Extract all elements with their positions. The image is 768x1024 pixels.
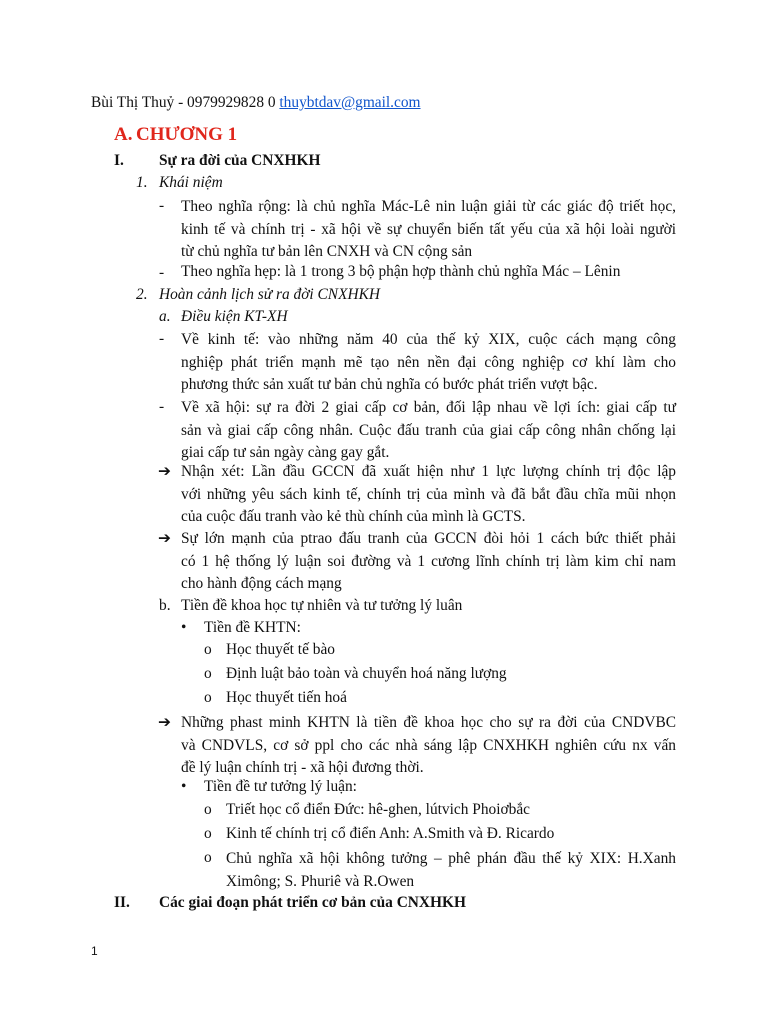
section-2-marker: II. (114, 894, 130, 911)
list-item: Kinh tế chính trị cổ điển Anh: A.Smith và Đ. Ricardo (226, 825, 555, 842)
item-2-title: Hoàn cảnh lịch sử ra đời CNXHKH (159, 286, 380, 303)
chapter-title: CHƯƠNG 1 (136, 124, 238, 145)
arrow-right-icon: ➔ (158, 463, 171, 480)
theory-label: Tiền đề tư tưởng lý luận: (204, 778, 357, 795)
text-line: giai cấp tư sản ngày càng gay gắt. (181, 444, 390, 461)
section-1-title: Sự ra đời của CNXHKH (159, 152, 321, 169)
circle-bullet: o (204, 801, 212, 818)
circle-bullet: o (204, 665, 212, 682)
dash-bullet-marker: - (159, 264, 165, 281)
growth-paragraph (181, 528, 676, 596)
chapter-heading (114, 124, 238, 146)
text-line: và CNDVLS, cơ sở ppl cho các nhà sáng lập CNXHKH nghiên cứu nx vấn (181, 736, 676, 754)
text-line: Về kinh tế: vào những năm 40 của thế kỷ XIX, cuộc cách mạng công (181, 331, 676, 348)
dash-bullet-marker: - (159, 398, 165, 415)
text-line: Ximông; S. Phuriê và R.Owen (226, 872, 415, 890)
circle-bullet: o (204, 641, 212, 658)
remark-paragraph (181, 461, 676, 529)
text-line: của cuộc đấu tranh vào kẻ thù chính của mình là GCTS. (181, 508, 526, 525)
dash-bullet-marker: - (159, 330, 165, 347)
text-line: Theo nghĩa rộng: là chủ nghĩa Mác-Lê nin luận giải từ các giác độ triết học, (181, 198, 676, 215)
text-line: cho hành động cách mạng (181, 575, 342, 592)
text-line: kinh tế và chính trị - xã hội về sự chuyển biến tất yếu của xã hội loài người (181, 220, 676, 238)
chapter-marker: A. (114, 124, 133, 145)
text-line: phương thức sản xuất tư bản chủ nghĩa có bước phát triển vượt bậc. (181, 376, 598, 393)
dash-bullet-marker: - (159, 197, 165, 214)
item-1-marker: 1. (136, 174, 148, 191)
text-line: nghiệp phát triển mạnh mẽ tạo nên nền đại công nghiệp cơ khí làm cho (181, 353, 676, 371)
sub-b-title: Tiền đề khoa học tự nhiên và tư tưởng lý luân (181, 597, 463, 614)
text-line: từ chủ nghĩa tư bản lên CNXH và CN cộng sản (181, 243, 473, 260)
text-line: sản và giai cấp công nhân. Cuộc đấu tranh của giai cấp công nhân chống lại (181, 421, 676, 439)
broad-definition-paragraph (181, 196, 676, 264)
narrow-definition-text: Theo nghĩa hẹp: là 1 trong 3 bộ phận hợp thành chủ nghĩa Mác – Lênin (181, 263, 621, 280)
list-item: Triết học cổ điển Đức: hê-ghen, lútvich Phoiơbắc (226, 801, 530, 818)
email-link[interactable]: thuybtdav@gmail.com (279, 94, 421, 111)
circle-bullet: o (204, 689, 212, 706)
circle-bullet: o (204, 849, 212, 866)
text-line: Sự lớn mạnh của ptrao đấu tranh của GCCN đòi hỏi 1 cách bức thiết phải (181, 530, 676, 547)
sub-a-title: Điều kiện KT-XH (181, 308, 288, 325)
list-item: Định luật bảo toàn và chuyển hoá năng lượng (226, 665, 507, 682)
economy-paragraph (181, 329, 676, 397)
section-2-title: Các giai đoạn phát triển cơ bản của CNXHKH (159, 894, 466, 911)
bullet-dot: • (181, 778, 187, 795)
text-line: Những phast minh KHTN là tiền đề khoa học cho sự ra đời của CNDVBC (181, 714, 676, 731)
circle-bullet: o (204, 825, 212, 842)
author-info: Bùi Thị Thuỷ - 0979929828 0 (91, 94, 280, 111)
text-line: với những yêu sách kinh tế, chính trị của mình và đã bắt đầu chĩa mũi nhọn (181, 485, 676, 503)
sub-a-marker: a. (159, 308, 171, 325)
list-item: Học thuyết tiến hoá (226, 689, 347, 706)
text-line: đề lý luận chính trị - xã hội đương thời. (181, 759, 424, 776)
conclusion-paragraph (181, 712, 676, 780)
text-line: có 1 hệ thống lý luận soi đường và 1 cương lĩnh chính trị làm kim chỉ nam (181, 552, 676, 570)
section-1-marker: I. (114, 152, 124, 169)
header-line (91, 94, 421, 112)
list-item: Học thuyết tế bào (226, 641, 335, 658)
arrow-right-icon: ➔ (158, 714, 171, 731)
khtn-label: Tiền đề KHTN: (204, 619, 301, 636)
sub-b-marker: b. (159, 597, 171, 614)
text-line: Nhận xét: Lần đầu GCCN đã xuất hiện như 1 lực lượng chính trị độc lập (181, 463, 676, 480)
item-1-title: Khái niệm (159, 174, 223, 191)
text-line: Chủ nghĩa xã hội không tưởng – phê phán đầu thế kỷ XIX: H.Xanh (226, 850, 676, 867)
text-line: Về xã hội: sự ra đời 2 giai cấp cơ bản, đối lập nhau về lợi ích: giai cấp tư (181, 399, 676, 416)
page-number: 1 (91, 944, 98, 958)
utopian-socialism-item (226, 848, 676, 893)
bullet-dot: • (181, 619, 187, 636)
society-paragraph (181, 397, 676, 465)
item-2-marker: 2. (136, 286, 148, 303)
arrow-right-icon: ➔ (158, 530, 171, 547)
